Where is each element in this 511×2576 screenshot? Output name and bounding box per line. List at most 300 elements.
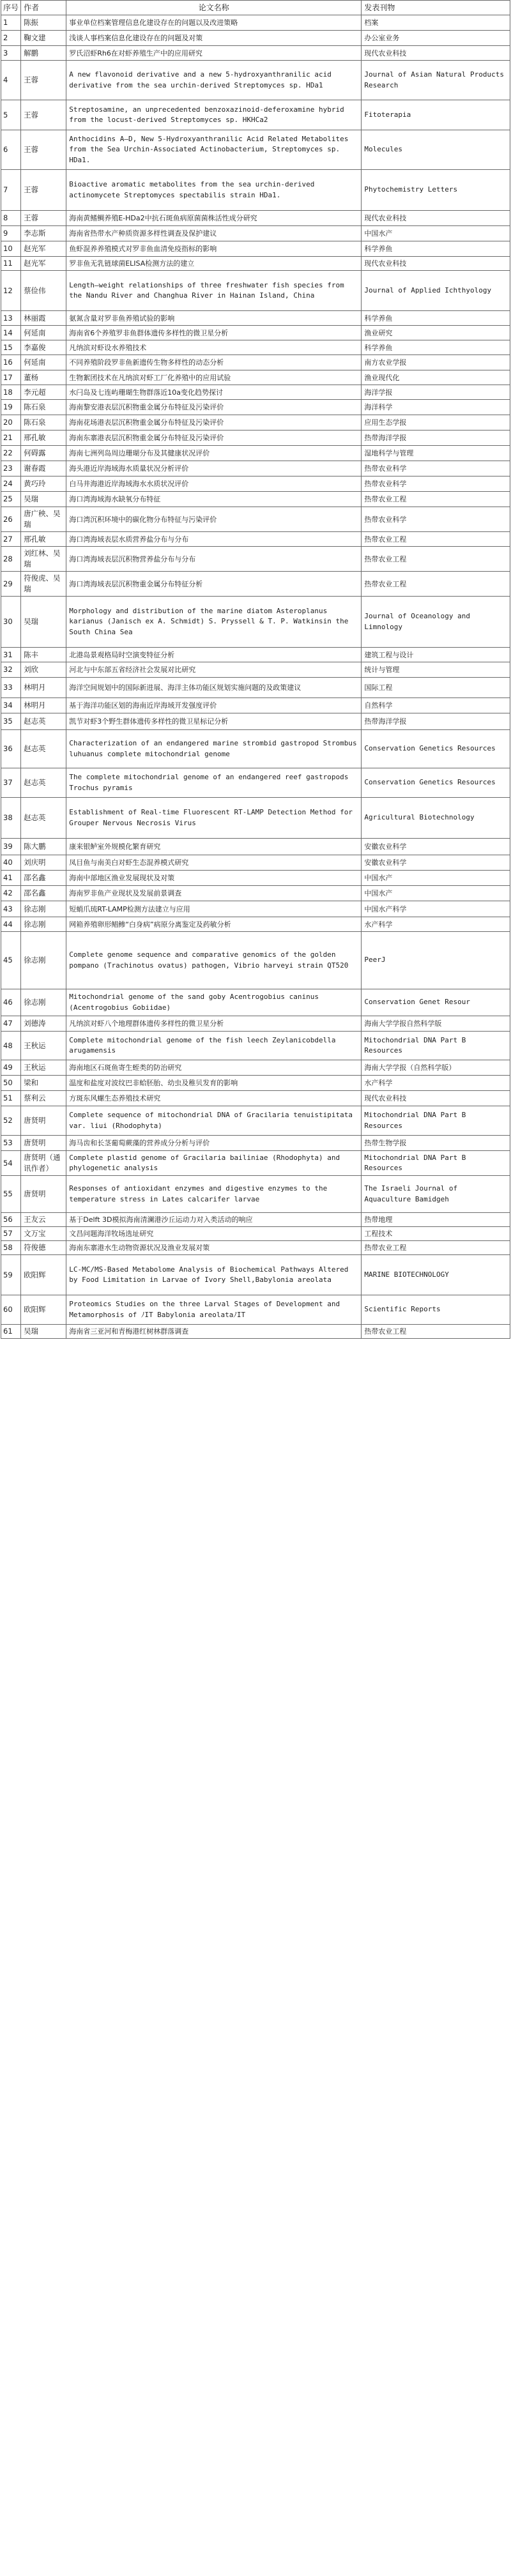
row-number: 38 [1,798,21,839]
row-author: 欧阳辉 [21,1295,66,1325]
row-number: 48 [1,1032,21,1060]
row-journal: 热带农业科学 [362,507,510,532]
table-row [1,1241,510,1255]
row-journal: Agricultural Biotechnology [362,798,510,839]
row-author: 刘红林、吴瑞 [21,547,66,572]
row-title: Streptosamine, an unprecedented benzoxazinoid-deferoxamine hybrid from the locust-derived Streptomyces sp. HKHCa2 [66,100,362,130]
row-journal: PeerJ [362,932,510,989]
row-journal: 科学养鱼 [362,241,510,257]
table-row [1,768,510,798]
row-journal: 现代农业科技 [362,1091,510,1106]
row-author: 徐志刚 [21,989,66,1016]
table-row [1,572,510,597]
row-journal: 海南大学学报自然科学版 [362,1016,510,1032]
row-number: 52 [1,1106,21,1136]
row-author: 黄巧玲 [21,476,66,492]
row-title: Mitochondrial genome of the sand goby Acentrogobius caninus (Acentrogobius Gobiidae) [66,989,362,1016]
row-title: Complete genome sequence and comparative genomics of the golden pompano (Trachinotus ovatus) pathogen, Vibrio harveyi strain QT520 [66,932,362,989]
row-journal: 现代农业科技 [362,46,510,61]
row-journal: 水产科学 [362,917,510,932]
table-row [1,648,510,662]
row-journal: 安徽农业科学 [362,839,510,855]
row-author: 陈大鹏 [21,839,66,855]
table-row [1,871,510,886]
table-row [1,662,510,678]
row-journal: Conservation Genetics Resources [362,730,510,768]
table-row [1,917,510,932]
row-number: 1 [1,15,21,31]
row-title: 海南省6个养殖罗非鱼群体遗传多样性的微卫星分析 [66,326,362,340]
table-row [1,326,510,340]
table-row [1,271,510,311]
row-author: 吴瑞 [21,1325,66,1339]
row-title: 康来银鲈室外规模化繁育研究 [66,839,362,855]
table-row [1,1255,510,1295]
row-number: 13 [1,311,21,326]
row-author: 赵志英 [21,713,66,730]
table-row [1,31,510,46]
row-number: 25 [1,492,21,507]
row-journal: 热带海洋学报 [362,713,510,730]
row-author: 刘欣 [21,662,66,678]
row-number: 39 [1,839,21,855]
row-author: 赵志英 [21,730,66,768]
row-author: 梁和 [21,1076,66,1091]
row-journal: 南方农业学报 [362,355,510,370]
table-row [1,1176,510,1213]
table-row [1,170,510,211]
row-number: 17 [1,370,21,385]
row-journal: Scientific Reports [362,1295,510,1325]
row-title: Complete sequence of mitochondrial DNA of Gracilaria tenuistipitata var. liui (Rhodophyta) [66,1106,362,1136]
row-author: 刘德涛 [21,1016,66,1032]
row-author: 李元超 [21,385,66,400]
table-row [1,241,510,257]
table-row [1,61,510,100]
row-journal: 建筑工程与设计 [362,648,510,662]
row-title: Complete plastid genome of Gracilaria bailiniae (Rhodophyta) and phylogenetic analysis [66,1151,362,1176]
publication-table [1,0,510,1339]
row-author: 王蓉 [21,130,66,170]
row-journal: 海洋科学 [362,400,510,415]
row-journal: 应用生态学报 [362,415,510,431]
row-journal: 热带农业工程 [362,547,510,572]
table-row [1,476,510,492]
row-number: 55 [1,1176,21,1213]
row-author: 何延南 [21,355,66,370]
row-number: 15 [1,340,21,355]
table-row [1,1295,510,1325]
row-author: 唐广秧、吴瑞 [21,507,66,532]
row-journal: 热带农业工程 [362,492,510,507]
row-journal: Mitochondrial DNA Part B Resources [362,1106,510,1136]
row-title: 海头港近岸海域海水质量状况分析评价 [66,461,362,476]
row-author: 林明月 [21,678,66,698]
table-row [1,1136,510,1151]
row-journal: Phytochemistry Letters [362,170,510,211]
table-row [1,226,510,241]
table-row [1,355,510,370]
row-number: 43 [1,901,21,917]
row-title: Bioactive aromatic metabolites from the sea urchin-derived actinomycete Streptomyces spectabilis strain HDa1. [66,170,362,211]
row-title: Characterization of an endangered marine strombid gastropod Strombus luhuanus complete mitochondrial genome [66,730,362,768]
row-number: 59 [1,1255,21,1295]
row-number: 19 [1,400,21,415]
table-row [1,901,510,917]
row-number: 27 [1,532,21,547]
row-number: 8 [1,211,21,226]
row-title: 浅谈人事档案信息化建设存在的问题及对策 [66,31,362,46]
row-title: 海口湾海域表层水质营养盐分布与分布 [66,532,362,547]
row-author: 王秋运 [21,1060,66,1076]
header-journal: 发表刊物 [362,1,510,15]
table-row [1,1091,510,1106]
row-journal: 自然科学 [362,698,510,713]
row-author: 符俊德 [21,1241,66,1255]
row-number: 12 [1,271,21,311]
row-journal: 现代农业科技 [362,257,510,271]
row-journal: Journal of Oceanology and Limnology [362,597,510,648]
table-header-row [1,1,510,15]
row-journal: 科学养鱼 [362,340,510,355]
row-journal: 中国水产科学 [362,901,510,917]
table-row [1,507,510,532]
row-author: 李嘉俊 [21,340,66,355]
table-row [1,211,510,226]
header-no: 序号 [1,1,21,15]
row-journal: Journal of Applied Ichthyology [362,271,510,311]
row-title: 罗非鱼无乳链球菌ELISA检测方法的建立 [66,257,362,271]
row-author: 陈石泉 [21,400,66,415]
row-journal: 办公室业务 [362,31,510,46]
row-title: 海南地区石斑鱼寄生蛭类的防治研究 [66,1060,362,1076]
row-title: 海南罗非鱼产业现状及发展前景调查 [66,886,362,901]
row-author: 文万宝 [21,1227,66,1241]
row-journal: 中国水产 [362,226,510,241]
row-author: 邢孔敏 [21,431,66,446]
table-row [1,1016,510,1032]
row-number: 30 [1,597,21,648]
row-number: 42 [1,886,21,901]
row-title: 罗氏沼虾Rh6在对虾养殖生产中的应用研究 [66,46,362,61]
row-journal: MARINE BIOTECHNOLOGY [362,1255,510,1295]
row-number: 37 [1,768,21,798]
table-row [1,532,510,547]
row-number: 14 [1,326,21,340]
table-row [1,1227,510,1241]
row-title: 事业单位档案管理信息化建设存在的问题以及改进策略 [66,15,362,31]
row-author: 徐志刚 [21,901,66,917]
row-title: 北港岛景观格局时空演变特征分析 [66,648,362,662]
table-row [1,311,510,326]
row-title: 海南黎安港表层沉积物重金属分布特征及污染评价 [66,400,362,415]
table-row [1,1151,510,1176]
row-title: 河北与中东部五省经济社会发展对比研究 [66,662,362,678]
row-journal: 现代农业科技 [362,211,510,226]
row-journal: Journal of Asian Natural Products Research [362,61,510,100]
row-author: 徐志刚 [21,917,66,932]
table-row [1,932,510,989]
table-row [1,492,510,507]
row-author: 王蓉 [21,170,66,211]
row-number: 24 [1,476,21,492]
row-title: Proteomics Studies on the three Larval Stages of Development and Metamorphosis of ﾉIT Babylonia areolataﾉIT [66,1295,362,1325]
table-row [1,400,510,415]
row-author: 王秋运 [21,1032,66,1060]
table-row [1,798,510,839]
table-row [1,100,510,130]
row-title: 短蛸爪琉RT-LAMP检测方法建立与应用 [66,901,362,917]
row-author: 唐贤明 [21,1176,66,1213]
row-title: LC-MC/MS-Based Metabolome Analysis of Biochemical Pathways Altered by Food Limitation in Larvae of Ivory Shell,Babylonia areolata [66,1255,362,1295]
row-journal: 热带农业工程 [362,532,510,547]
table-row [1,1106,510,1136]
row-journal: 安徽农业科学 [362,855,510,871]
table-row [1,698,510,713]
row-title: 海口湾海域表层沉积物营养盐分布与分布 [66,547,362,572]
row-journal: Mitochondrial DNA Part B Resources [362,1032,510,1060]
row-author: 赵光军 [21,257,66,271]
table-row [1,597,510,648]
row-number: 22 [1,446,21,461]
row-number: 33 [1,678,21,698]
row-title: 基于海洋功能区划的海南近岸海域开发强度评价 [66,698,362,713]
row-author: 赵光军 [21,241,66,257]
row-author: 陈丰 [21,648,66,662]
row-number: 7 [1,170,21,211]
row-journal: 热带农业科学 [362,461,510,476]
table-row [1,678,510,698]
row-author: 蔡俭伟 [21,271,66,311]
row-title: 海口湾海域表层沉积物重金属分布特征分析 [66,572,362,597]
row-journal: 渔业现代化 [362,370,510,385]
row-author: 唐贤明（通讯作者） [21,1151,66,1176]
row-journal: 渔业研究 [362,326,510,340]
table-row [1,886,510,901]
row-journal: 水产科学 [362,1076,510,1091]
row-number: 41 [1,871,21,886]
table-row [1,130,510,170]
row-journal: 统计与管理 [362,662,510,678]
row-journal: 热带生物学报 [362,1136,510,1151]
row-title: The complete mitochondrial genome of an endangered reef gastropods Trochus pyramis [66,768,362,798]
row-author: 陈石泉 [21,415,66,431]
table-row [1,839,510,855]
row-author: 陈振 [21,15,66,31]
row-number: 9 [1,226,21,241]
row-journal: 热带农业工程 [362,572,510,597]
row-title: 生物絮团技术在凡纳滨对虾工厂化养殖中的应用试验 [66,370,362,385]
row-journal: 热带海洋学报 [362,431,510,446]
row-title: 氨氮含量对罗非鱼养殖试验的影响 [66,311,362,326]
row-author: 谢春霞 [21,461,66,476]
table-row [1,713,510,730]
row-author: 唐贤明 [21,1136,66,1151]
row-journal: 工程技术 [362,1227,510,1241]
row-title: 海南七洲列岛周边珊瑚分布及其健康状况评价 [66,446,362,461]
row-author: 欧阳辉 [21,1255,66,1295]
row-journal: Fitoterapia [362,100,510,130]
row-title: 凯节对虾3个野生群体遗传多样性的微卫星标记分析 [66,713,362,730]
row-journal: Mitochondrial DNA Part B Resources [362,1151,510,1176]
table-row [1,257,510,271]
row-number: 45 [1,932,21,989]
row-author: 吴瑞 [21,492,66,507]
row-title: 水闩岛及七连屿珊瑚生物群落近10a变化趋势探讨 [66,385,362,400]
row-author: 林明月 [21,698,66,713]
row-title: 方斑东风螺生态养殖技术研究 [66,1091,362,1106]
row-author: 符俊虎、吴瑞 [21,572,66,597]
row-title: Morphology and distribution of the marine diatom Asteroplanus karianus (Janisch ex A. Schmidt) S. Pryssell & T. P. Watkinsin the South China Sea [66,597,362,648]
row-number: 5 [1,100,21,130]
row-journal: 热带农业科学 [362,476,510,492]
row-author: 赵志英 [21,768,66,798]
row-journal: 海南大学学报（自然科学版） [362,1060,510,1076]
row-title: 不同养殖阶段罗非鱼新遗传生物多样性的动态分析 [66,355,362,370]
row-title: 凡纳滨对虾设水养殖技术 [66,340,362,355]
table-row [1,46,510,61]
row-title: 海口湾海域海水缺氧分布特征 [66,492,362,507]
row-title: Responses of antioxidant enzymes and digestive enzymes to the temperature stress in Lates calcarifer larvae [66,1176,362,1213]
row-title: 海口湾沉积环境中的碳化物分布特征与污染评价 [66,507,362,532]
row-number: 36 [1,730,21,768]
row-title: 凤目鱼与南美白对虾生态混养模式研究 [66,855,362,871]
row-number: 26 [1,507,21,532]
row-journal: 海洋学报 [362,385,510,400]
row-number: 50 [1,1076,21,1091]
row-number: 51 [1,1091,21,1106]
table-row [1,385,510,400]
table-row [1,340,510,355]
row-author: 何延南 [21,326,66,340]
row-title: 鱼虾混养养殖模式对罗非鱼血清免疫指标的影响 [66,241,362,257]
row-number: 3 [1,46,21,61]
table-row [1,730,510,768]
row-title: 温度和盐度对波纹巴非蛤胚胎、幼虫及稚贝发育的影响 [66,1076,362,1091]
table-row [1,1325,510,1339]
table-row [1,547,510,572]
table-row [1,431,510,446]
row-journal: Conservation Genetics Resources [362,768,510,798]
row-author: 董杨 [21,370,66,385]
row-title: Complete mitochondrial genome of the fish leech Zeylanicobdella arugamensis [66,1032,362,1060]
table-row [1,461,510,476]
row-title: 海南黄鳍鲷养殖E-HDa2中抗石斑鱼病原菌菌株活性成分研究 [66,211,362,226]
row-title: 海南东寨港表层沉积物重金属分布特征及污染评价 [66,431,362,446]
row-number: 2 [1,31,21,46]
row-number: 61 [1,1325,21,1339]
row-title: 海南省三亚河和青梅港红树林群落调查 [66,1325,362,1339]
row-author: 鞠文建 [21,31,66,46]
table-row [1,1213,510,1227]
row-title: 海马齿和长茎葡萄蕨藻的营养成分分析与评价 [66,1136,362,1151]
row-journal: 热带农业工程 [362,1325,510,1339]
row-number: 18 [1,385,21,400]
header-title: 论文名称 [66,1,362,15]
table-row [1,15,510,31]
row-journal: Conservation Genet Resour [362,989,510,1016]
row-author: 王蓉 [21,100,66,130]
table-row [1,415,510,431]
row-title: Establishment of Real-time Fluorescent RT-LAMP Detection Method for Grouper Nervous Necrosis Virus [66,798,362,839]
row-number: 21 [1,431,21,446]
table-row [1,989,510,1016]
table-row [1,855,510,871]
row-number: 16 [1,355,21,370]
row-number: 54 [1,1151,21,1176]
row-title: Anthocidins A–D, New 5-Hydroxyanthranilic Acid Related Metabolites from the Sea Urchin-Associated Actinobacterium, Streptomyces sp. HDa1. [66,130,362,170]
header-author: 作者 [21,1,66,15]
row-title: 网箱养殖卵形鲳鲹“白身病”病原分离鉴定及药敏分析 [66,917,362,932]
table-row [1,446,510,461]
row-author: 王蓉 [21,61,66,100]
row-number: 35 [1,713,21,730]
row-title: 海南花场港表层沉积物重金属分布特征及污染评价 [66,415,362,431]
row-number: 11 [1,257,21,271]
row-journal: 科学养鱼 [362,311,510,326]
row-journal: 国际工程 [362,678,510,698]
row-title: 海南中部地区渔业发展现状及对策 [66,871,362,886]
table-row [1,1032,510,1060]
row-author: 王蓉 [21,211,66,226]
row-number: 60 [1,1295,21,1325]
row-author: 唐贤明 [21,1106,66,1136]
row-number: 32 [1,662,21,678]
row-title: 凡纳滨对虾八个地理群体遗传多样性的微卫星分析 [66,1016,362,1032]
row-author: 何碍露 [21,446,66,461]
row-author: 李志斯 [21,226,66,241]
row-number: 53 [1,1136,21,1151]
row-journal: 中国水产 [362,871,510,886]
row-title: 海南东寨港水生动物资源状况及渔业发展对策 [66,1241,362,1255]
row-author: 蔡利云 [21,1091,66,1106]
row-title: A new flavonoid derivative and a new 5-hydroxyanthranilic acid derivative from the sea urchin-derived Streptomyces sp. HDa1 [66,61,362,100]
row-journal: Molecules [362,130,510,170]
table-row [1,1076,510,1091]
row-number: 49 [1,1060,21,1076]
row-author: 邵名鑫 [21,871,66,886]
row-number: 44 [1,917,21,932]
row-number: 58 [1,1241,21,1255]
row-number: 23 [1,461,21,476]
row-title: Length–weight relationships of three freshwater fish species from the Nandu River and Changhua River in Hainan Island, China [66,271,362,311]
row-number: 47 [1,1016,21,1032]
row-author: 林丽霞 [21,311,66,326]
row-journal: 湿地科学与管理 [362,446,510,461]
row-number: 31 [1,648,21,662]
row-title: 海南省热带水产种质资源多样性调查及保护建议 [66,226,362,241]
row-journal: The Israeli Journal of Aquaculture Bamidgeh [362,1176,510,1213]
row-journal: 档案 [362,15,510,31]
row-author: 邵名鑫 [21,886,66,901]
row-number: 56 [1,1213,21,1227]
table-row [1,370,510,385]
row-author: 邢孔敏 [21,532,66,547]
row-number: 10 [1,241,21,257]
row-journal: 中国水产 [362,886,510,901]
row-number: 57 [1,1227,21,1241]
row-number: 28 [1,547,21,572]
row-number: 40 [1,855,21,871]
row-journal: 热带农业工程 [362,1241,510,1255]
row-author: 赵志英 [21,798,66,839]
row-author: 徐志刚 [21,932,66,989]
row-author: 刘庆明 [21,855,66,871]
row-number: 20 [1,415,21,431]
row-title: 白马井海港近岸海域海水水质状况评价 [66,476,362,492]
row-number: 6 [1,130,21,170]
row-title: 文昌问题海洋牧场选址研究 [66,1227,362,1241]
